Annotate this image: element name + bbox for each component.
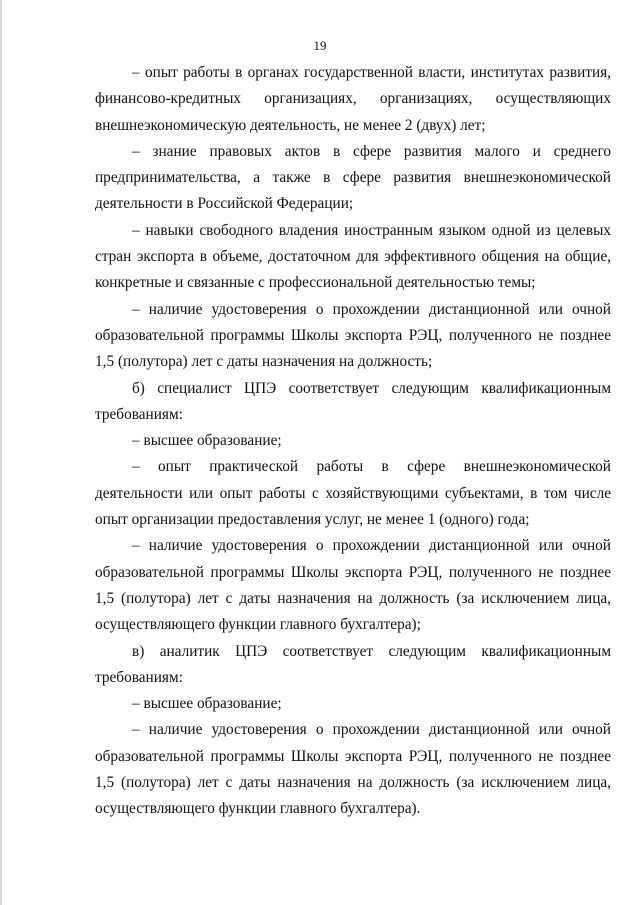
page-number: 19 bbox=[313, 38, 327, 53]
paragraph-legal-knowledge: – знание правовых актов в сфере развития малого и среднего предпринимательства, а также в сфере развития внешнеэкономической деятельности в Российской Федерации; bbox=[95, 142, 611, 213]
paragraph-specialist-heading: б) специалист ЦПЭ соответствует следующим квалификационным требованиям: bbox=[95, 379, 611, 423]
paragraph-certificate: – наличие удостоверения о прохождении дистанционной или очной образовательной программы Школы экспорта РЭЦ, полученного не позднее 1,5 (полутора) лет с даты назначения на должность (за исключением лица, осуществляющего функции главного бухгалтера). bbox=[95, 721, 611, 818]
document-body bbox=[95, 60, 611, 823]
paragraph-language-skills: – навыки свободного владения иностранным языком одной из целевых стран экспорта в объеме, достаточном для эффективного общения на общие, конкретные и связанные с профессиональной деятельностью темы; bbox=[95, 221, 611, 292]
paragraph-analyst-heading: в) аналитик ЦПЭ соответствует следующим квалификационным требованиям: bbox=[95, 642, 611, 686]
paragraph-higher-education: – высшее образование; bbox=[132, 432, 282, 450]
paragraph-higher-education: – высшее образование; bbox=[132, 695, 282, 713]
paragraph-certificate: – наличие удостоверения о прохождении дистанционной или очной образовательной программы Школы экспорта РЭЦ, полученного не позднее 1,5 (полутора) лет с даты назначения на должность (за исключением лица, осуществляющего функции главного бухгалтера); bbox=[95, 537, 611, 634]
paragraph-practical-experience: – опыт практической работы в сфере внешнеэкономической деятельности или опыт работы с хозяйствующими субъектами, в том числе опыт организации предоставления услуг, не менее 1 (одного) года; bbox=[95, 458, 611, 529]
scan-edge bbox=[0, 0, 2, 905]
paragraph-certificate: – наличие удостоверения о прохождении дистанционной или очной образовательной программы Школы экспорта РЭЦ, полученного не позднее 1,5 (полутора) лет с даты назначения на должность; bbox=[95, 300, 611, 371]
paragraph-work-experience: – опыт работы в органах государственной власти, институтах развития, финансово-кредитных организациях, организациях, осуществляющих внешнеэкономическую деятельность, не менее 2 (двух) лет; bbox=[95, 64, 611, 134]
